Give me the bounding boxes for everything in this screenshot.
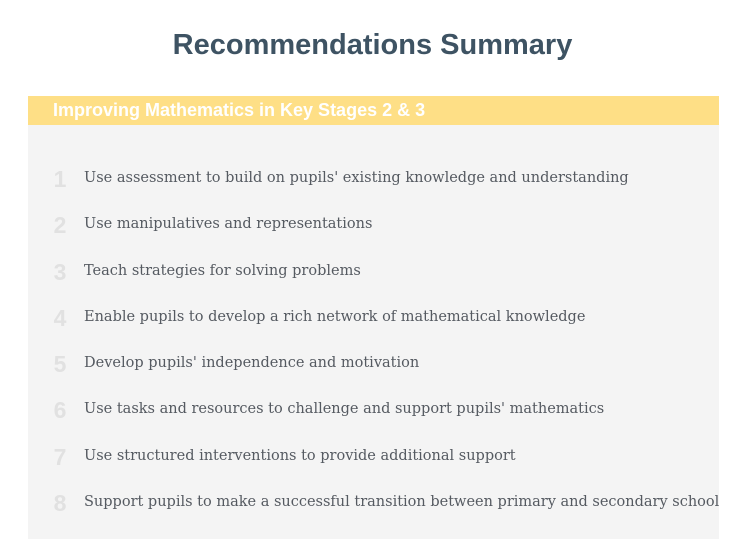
panel-header-title: Improving Mathematics in Key Stages 2 & 3 bbox=[53, 100, 426, 120]
recommendations-list bbox=[28, 164, 719, 534]
item-number: 5 bbox=[53, 351, 67, 378]
item-text: Support pupils to make a successful transition between primary and secondary school bbox=[84, 494, 720, 511]
list-item bbox=[28, 257, 719, 303]
list-item bbox=[28, 349, 719, 395]
item-number: 1 bbox=[53, 166, 67, 192]
list-item bbox=[28, 164, 719, 210]
list-item bbox=[28, 303, 719, 349]
item-text: Teach strategies for solving problems bbox=[84, 262, 361, 279]
item-number: 3 bbox=[53, 258, 67, 285]
recommendations-panel bbox=[28, 96, 719, 539]
item-number: 6 bbox=[53, 397, 67, 424]
page-title: Recommendations Summary bbox=[172, 29, 573, 62]
item-text: Use assessment to build on pupils' existing knowledge and understanding bbox=[84, 170, 629, 186]
item-number: 2 bbox=[53, 212, 67, 239]
item-text: Enable pupils to develop a rich network of mathematical knowledge bbox=[84, 308, 586, 325]
item-number: 4 bbox=[53, 304, 67, 331]
item-text: Use manipulatives and representations bbox=[84, 216, 373, 233]
item-text: Use tasks and resources to challenge and support pupils' mathematics bbox=[84, 401, 605, 418]
list-item bbox=[28, 395, 719, 441]
panel-header bbox=[28, 96, 719, 125]
item-text: Use structured interventions to provide additional support bbox=[84, 447, 516, 464]
list-item bbox=[28, 488, 719, 534]
item-text: Develop pupils' independence and motivation bbox=[84, 355, 420, 372]
item-number: 7 bbox=[53, 443, 67, 470]
list-item bbox=[28, 210, 719, 256]
item-number: 8 bbox=[53, 490, 67, 517]
list-item bbox=[28, 442, 719, 488]
